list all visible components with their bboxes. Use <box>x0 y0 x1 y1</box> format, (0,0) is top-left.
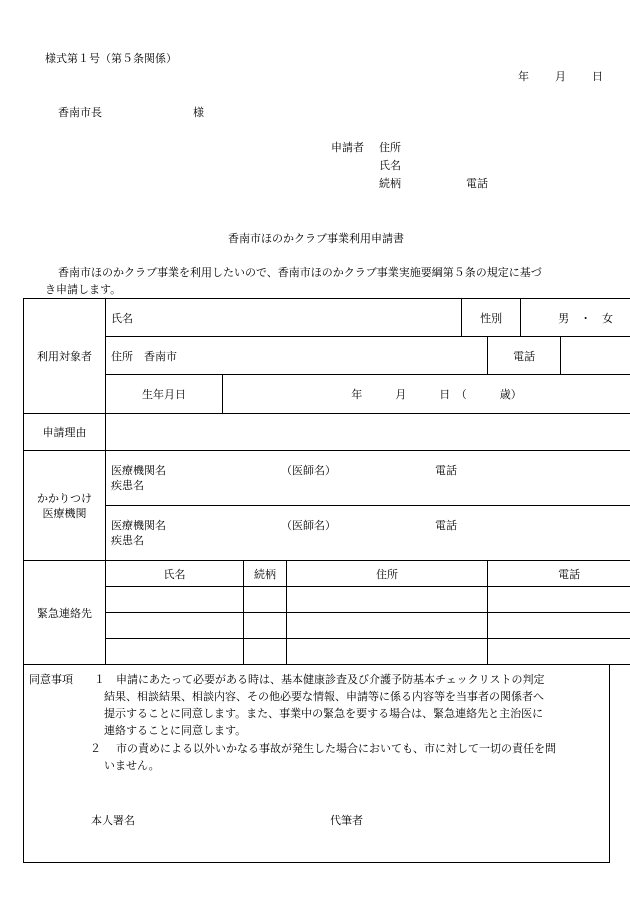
clinic-2-institution-label: 医療機関名 <box>111 519 166 532</box>
emergency-3-phone[interactable] <box>488 639 630 665</box>
applicant-name-label: 氏名 <box>379 159 401 172</box>
clinic-1-disease-label: 疾患名 <box>111 479 144 492</box>
emergency-2-phone[interactable] <box>488 613 630 639</box>
consent-item-1-line-2: 結果、相談結果、相談内容、その他必要な情報、申請等に係る内容等を当事者の関係者へ <box>104 690 544 703</box>
emergency-1-relation[interactable] <box>244 587 287 613</box>
emergency-2-name[interactable] <box>106 613 244 639</box>
emergency-row <box>24 639 630 665</box>
addressee: 香南市長 <box>58 106 102 119</box>
consent-item-2-number: ２ <box>90 742 101 755</box>
subject-section-label: 利用対象者 <box>24 299 106 414</box>
subject-name-cell[interactable] <box>106 299 462 337</box>
clinic-1-phone-label: 電話 <box>435 464 457 477</box>
consent-section <box>23 664 610 863</box>
emergency-col-relation: 続柄 <box>244 561 287 587</box>
consent-item-1-line-4: 連絡することに同意します。 <box>104 724 247 737</box>
emergency-col-name: 氏名 <box>106 561 244 587</box>
subject-gender-label: 性別 <box>462 299 521 337</box>
subject-address-label: 住所 香南市 <box>111 349 177 363</box>
document-title: 香南市ほのかクラブ事業利用申請書 <box>228 232 404 245</box>
applicant-label: 申請者 <box>331 141 364 154</box>
subject-phone-label: 電話 <box>488 337 561 375</box>
applicant-phone-label: 電話 <box>466 177 488 190</box>
addressee-suffix: 様 <box>193 106 204 119</box>
consent-item-1-line-1: 申請にあたって必要がある時は、基本健康診査及び介護予防基本チェックリストの判定 <box>116 673 545 686</box>
application-form-table <box>23 298 630 665</box>
date-year: 年 <box>518 70 529 83</box>
consent-item-1-line-3: 提示することに同意します。また、事業中の緊急を要する場合は、緊急連絡先と主治医に <box>104 707 544 720</box>
clinic-2-doctor-label: （医師名） <box>281 519 336 532</box>
subject-gender-options[interactable]: 男 ・ 女 <box>521 299 630 337</box>
emergency-section-label: 緊急連絡先 <box>24 561 106 665</box>
emergency-3-name[interactable] <box>106 639 244 665</box>
emergency-1-address[interactable] <box>287 587 488 613</box>
intro-line-2: き申請します。 <box>45 283 122 296</box>
clinic-2-phone-label: 電話 <box>435 519 457 532</box>
emergency-col-phone: 電話 <box>488 561 630 587</box>
emergency-3-address[interactable] <box>287 639 488 665</box>
subject-birthdate-value[interactable]: 年 月 日 （ 歳） <box>223 375 630 414</box>
clinic-1-doctor-label: （医師名） <box>281 464 336 477</box>
clinic-2-disease-label: 疾患名 <box>111 534 144 547</box>
clinic-entry-1[interactable] <box>106 451 630 506</box>
subject-address-cell[interactable] <box>106 337 488 375</box>
emergency-col-address: 住所 <box>287 561 488 587</box>
subject-birthdate-label: 生年月日 <box>106 375 223 414</box>
applicant-address-label: 住所 <box>379 141 401 154</box>
consent-label: 同意事項 <box>29 673 73 686</box>
emergency-2-relation[interactable] <box>244 613 287 639</box>
emergency-1-name[interactable] <box>106 587 244 613</box>
subject-name-label: 氏名 <box>111 311 133 325</box>
reason-value[interactable] <box>106 414 630 451</box>
intro-line-1: 香南市ほのかクラブ事業を利用したいので、香南市ほのかクラブ事業実施要綱第５条の規定に基づ <box>58 266 542 279</box>
clinic-label-line-1: かかりつけ <box>37 491 92 505</box>
emergency-2-address[interactable] <box>287 613 488 639</box>
applicant-relation-label: 続柄 <box>379 177 401 190</box>
consent-item-2-line-2: いません。 <box>104 759 160 772</box>
emergency-3-relation[interactable] <box>244 639 287 665</box>
emergency-1-phone[interactable] <box>488 587 630 613</box>
signature-label: 本人署名 <box>91 814 135 827</box>
date-day: 日 <box>592 70 603 83</box>
emergency-row <box>24 587 630 613</box>
reason-label: 申請理由 <box>24 414 106 451</box>
date-month: 月 <box>555 70 566 83</box>
proxy-label: 代筆者 <box>330 814 363 827</box>
subject-phone-value[interactable] <box>561 337 630 375</box>
clinic-label-line-2: 医療機関 <box>42 506 87 520</box>
form-number: 様式第１号（第５条関係） <box>45 52 177 65</box>
consent-item-1-number: １ <box>94 673 105 686</box>
clinic-1-institution-label: 医療機関名 <box>111 464 166 477</box>
consent-item-2-line-1: 市の責めによる以外いかなる事故が発生した場合においても、市に対して一切の責任を問 <box>116 742 556 755</box>
clinic-section-label <box>24 451 106 561</box>
emergency-row <box>24 613 630 639</box>
clinic-entry-2[interactable] <box>106 506 630 561</box>
